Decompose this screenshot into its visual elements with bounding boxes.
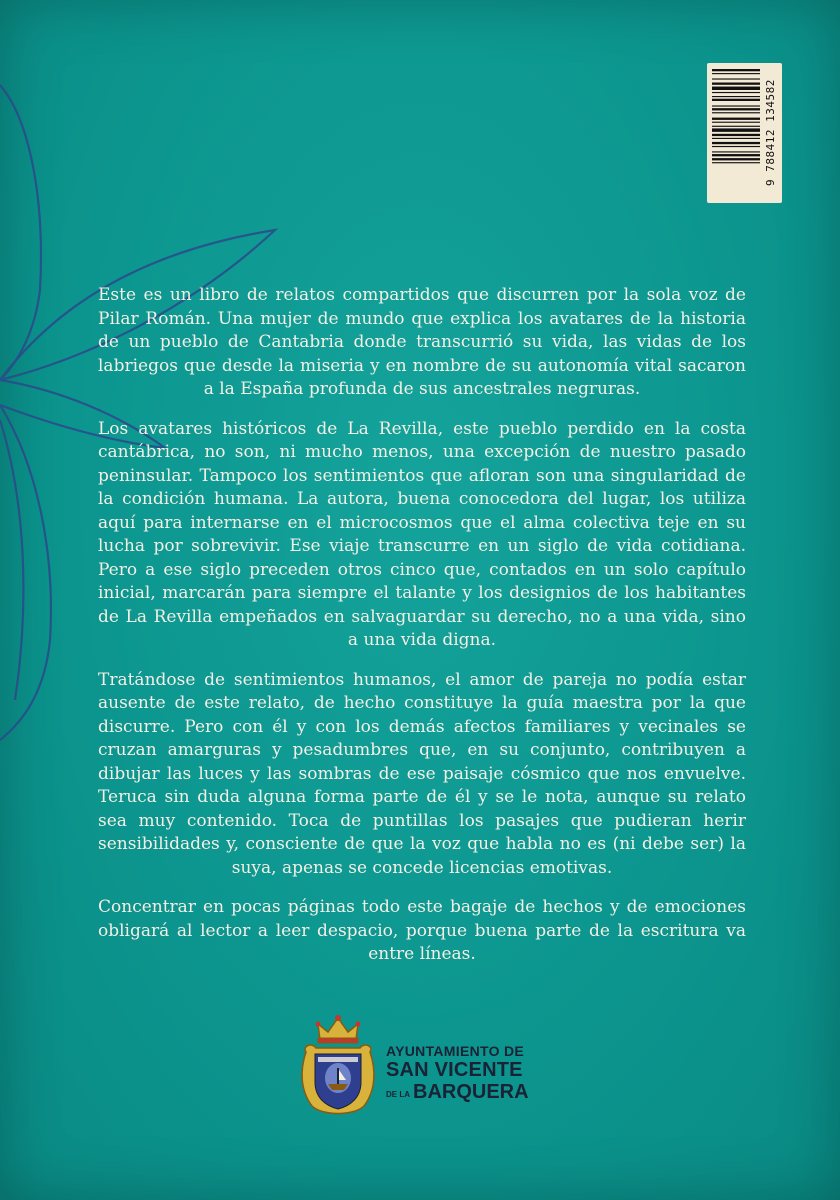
logo-line-3 [386, 1082, 529, 1102]
blurb-paragraph-3: Tratándose de sentimientos humanos, el amor de pareja no podía estar ausente de este relato, de hecho constituye la guía maestra por la que discurre. Pero con él y con los demás afectos familiares y vecinales se cruzan amarguras y pesadumbres que, en su conjunto, contribuyen a dibujar las luces y las sombras de ese paisaje cósmico que nos envuelve. Teruca sin duda alguna forma parte de él y se le nota, aunque su relato sea muy contenido. Toca de puntillas los pasajes que pudieran herir sensibilidades y, consciente de que la voz que habla no es (ni debe ser) la suya, apenas se concede licencias emotivas. [98, 669, 746, 878]
barcode [707, 63, 782, 203]
barcode-bars [712, 69, 760, 197]
logo-line-2: SAN VICENTE [386, 1059, 523, 1081]
logo-wordmark [386, 1044, 529, 1102]
coat-of-arms-icon [298, 1010, 378, 1120]
logo-line-1: AYUNTAMIENTO DE [386, 1043, 525, 1059]
blurb-paragraph-1: Este es un libro de relatos compartidos que discurren por la sola voz de Pilar Román. Una mujer de mundo que explica los avatares de la historia de un pueblo de Cantabria donde transcurrió su vida, las vidas de los labriegos que desde la miseria y en nombre de su autonomía vital sacaron a la España profunda de sus ancestrales negruras. [98, 285, 746, 399]
barcode-digits: 9 788412 134582 [764, 79, 777, 187]
blurb-paragraph-4: Concentrar en pocas páginas todo este bagaje de hechos y de emociones obligará al lector a leer despacio, porque buena parte de la escritura va entre líneas. [98, 897, 746, 964]
logo-line-3-main: BARQUERA [413, 1081, 529, 1103]
blurb-paragraph-2: Los avatares históricos de La Revilla, este pueblo perdido en la costa cantábrica, no son, ni mucho menos, una excepción de nuestro pasado peninsular. Tampoco los sentimientos que afloran son una singularidad de la condición humana. La autora, buena conocedora del lugar, los utiliza aquí para internarse en el microcosmos que el alma colectiva teje en su lucha por sobrevivir. Ese viaje transcurre en un siglo de vida cotidiana. Pero a ese siglo preceden otros cinco que, contados en un solo capítulo inicial, marcarán para siempre el talante y los designios de los habitantes de La Revilla empeñados en salvaguardar su derecho, no a una vida, sino a una vida digna. [98, 418, 746, 650]
back-cover-blurb [98, 284, 746, 983]
logo-line-3-small: DE LA [386, 1090, 410, 1099]
municipality-logo [298, 1010, 558, 1120]
